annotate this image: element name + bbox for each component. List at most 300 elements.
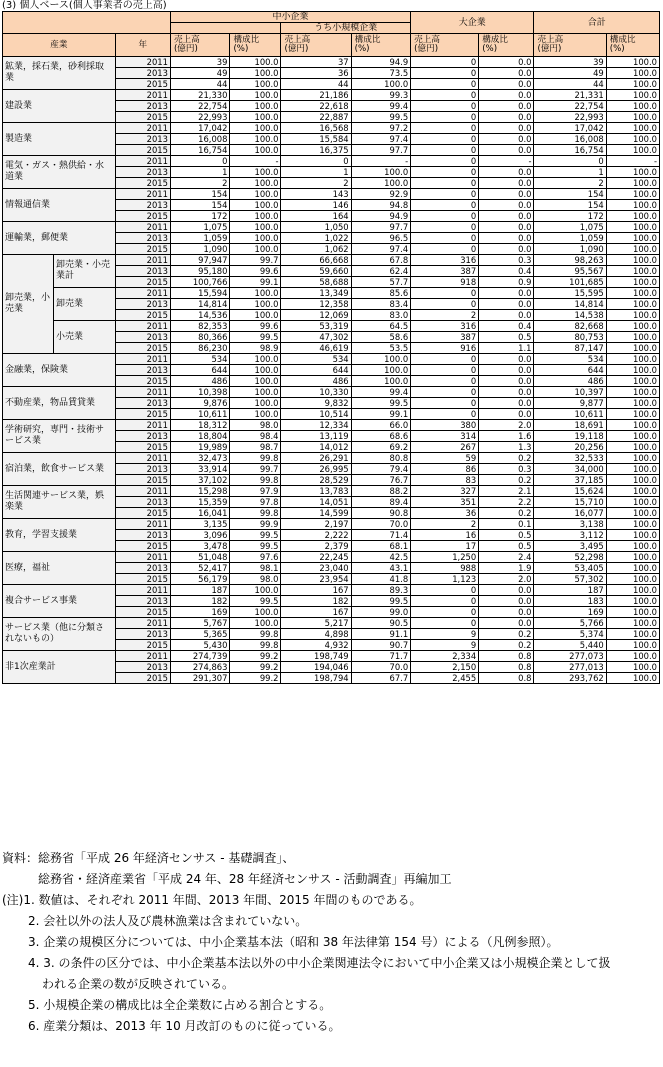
value-cell: 100.0	[606, 68, 659, 79]
year-cell: 2015	[115, 409, 170, 420]
year-cell: 2015	[115, 442, 170, 453]
value-cell: 90.7	[351, 640, 411, 651]
sub-industry-label: 卸売業	[54, 288, 116, 321]
value-cell: 0	[411, 123, 479, 134]
value-cell: 79.4	[351, 464, 411, 475]
value-cell: 1	[281, 167, 351, 178]
value-cell: 0	[411, 178, 479, 189]
value-cell: 21,330	[170, 90, 230, 101]
value-cell: 100.0	[606, 673, 659, 684]
value-cell: 154	[170, 200, 230, 211]
value-cell: 99.5	[351, 596, 411, 607]
header-year: 年	[115, 34, 170, 57]
value-cell: 0.0	[479, 101, 534, 112]
value-cell: 47,302	[281, 332, 351, 343]
value-cell: 0.2	[479, 508, 534, 519]
note-1: (注)1. 数値は、それぞれ 2011 年間、2013 年間、2015 年間のものである。	[2, 893, 422, 907]
value-cell: 62.4	[351, 266, 411, 277]
value-cell: 100.0	[606, 266, 659, 277]
value-cell: 89.3	[351, 585, 411, 596]
value-cell: 167	[281, 607, 351, 618]
industry-label: 教育，学習支援業	[3, 519, 116, 552]
value-cell: 0.0	[479, 79, 534, 90]
value-cell: 0.0	[479, 178, 534, 189]
value-cell: 0.8	[479, 662, 534, 673]
year-cell: 2013	[115, 299, 170, 310]
value-cell: 59	[411, 453, 479, 464]
value-cell: 0	[411, 156, 479, 167]
value-cell: 99.5	[230, 332, 281, 343]
value-cell: 100.0	[606, 343, 659, 354]
value-cell: 0.5	[479, 530, 534, 541]
year-cell: 2015	[115, 607, 170, 618]
year-cell: 2011	[115, 420, 170, 431]
value-cell: 5,440	[534, 640, 606, 651]
value-cell: 0	[411, 299, 479, 310]
year-cell: 2011	[115, 57, 170, 68]
value-cell: 0.0	[479, 145, 534, 156]
value-cell: 100.0	[230, 618, 281, 629]
value-cell: 5,374	[534, 629, 606, 640]
value-cell: 14,051	[281, 497, 351, 508]
value-cell: 2.0	[479, 420, 534, 431]
value-cell: 44	[170, 79, 230, 90]
value-cell: 387	[411, 266, 479, 277]
value-cell: 293,762	[534, 673, 606, 684]
year-cell: 2013	[115, 629, 170, 640]
value-cell: 14,536	[170, 310, 230, 321]
value-cell: 100.0	[230, 79, 281, 90]
value-cell: 100.0	[606, 530, 659, 541]
header-ratio: 構成比 (%)	[479, 34, 534, 57]
year-cell: 2013	[115, 68, 170, 79]
value-cell: 51,048	[170, 552, 230, 563]
value-cell: 0.0	[479, 134, 534, 145]
value-cell: 100.0	[606, 123, 659, 134]
value-cell: 3,096	[170, 530, 230, 541]
table-caption: (3) 個人ベース(個人事業者の売上高)	[2, 0, 167, 11]
value-cell: 100.0	[606, 596, 659, 607]
corner-cell	[3, 12, 171, 34]
value-cell: 76.7	[351, 475, 411, 486]
value-cell: 0.0	[479, 618, 534, 629]
value-cell: 100.0	[230, 299, 281, 310]
value-cell: 0	[411, 596, 479, 607]
value-cell: 100.0	[606, 354, 659, 365]
year-cell: 2011	[115, 354, 170, 365]
year-cell: 2011	[115, 387, 170, 398]
value-cell: 1,250	[411, 552, 479, 563]
value-cell: 20,256	[534, 442, 606, 453]
value-cell: 41.8	[351, 574, 411, 585]
value-cell: 534	[281, 354, 351, 365]
value-cell: 167	[281, 585, 351, 596]
year-cell: 2015	[115, 244, 170, 255]
value-cell: 57,302	[534, 574, 606, 585]
table-row	[3, 420, 660, 431]
value-cell: 57.7	[351, 277, 411, 288]
value-cell: 100.0	[606, 200, 659, 211]
value-cell: 80,366	[170, 332, 230, 343]
value-cell: 100.0	[606, 178, 659, 189]
value-cell: 100.0	[230, 398, 281, 409]
value-cell: 277,013	[534, 662, 606, 673]
value-cell: 100.0	[606, 618, 659, 629]
header-sme: 中小企業	[170, 12, 410, 23]
value-cell: 274,863	[170, 662, 230, 673]
value-cell: 37,102	[170, 475, 230, 486]
table-row	[3, 453, 660, 464]
value-cell: 351	[411, 497, 479, 508]
year-cell: 2013	[115, 266, 170, 277]
value-cell: 0.9	[479, 277, 534, 288]
value-cell: 99.5	[230, 541, 281, 552]
value-cell: 277,073	[534, 651, 606, 662]
value-cell: 99.5	[351, 112, 411, 123]
value-cell: 85.6	[351, 288, 411, 299]
value-cell: 100.0	[230, 354, 281, 365]
value-cell: 0	[411, 167, 479, 178]
value-cell: 316	[411, 321, 479, 332]
value-cell: 534	[534, 354, 606, 365]
industry-label: 建設業	[3, 90, 116, 123]
value-cell: 0	[411, 112, 479, 123]
value-cell: 52,298	[534, 552, 606, 563]
table-row	[3, 552, 660, 563]
value-cell: 15,359	[170, 497, 230, 508]
value-cell: 88.2	[351, 486, 411, 497]
value-cell: 22,993	[170, 112, 230, 123]
value-cell: 100.0	[230, 233, 281, 244]
table-row	[3, 288, 660, 299]
value-cell: 13,783	[281, 486, 351, 497]
year-cell: 2015	[115, 112, 170, 123]
value-cell: 0	[281, 156, 351, 167]
header-sales: 売上高 (億円)	[170, 34, 230, 57]
year-cell: 2011	[115, 156, 170, 167]
industry-label: サービス業（他に分類されないもの）	[3, 618, 116, 651]
value-cell: 99.6	[230, 266, 281, 277]
value-cell: 100.0	[606, 310, 659, 321]
value-cell: 0	[534, 156, 606, 167]
header-ratio: 構成比 (%)	[606, 34, 659, 57]
value-cell: 67.7	[351, 673, 411, 684]
year-cell: 2011	[115, 453, 170, 464]
value-cell: 16,008	[534, 134, 606, 145]
header-sales: 売上高 (億円)	[411, 34, 479, 57]
value-cell: 5,217	[281, 618, 351, 629]
value-cell: 3,112	[534, 530, 606, 541]
value-cell: 0	[411, 365, 479, 376]
value-cell: 32,533	[534, 453, 606, 464]
value-cell: 0.0	[479, 354, 534, 365]
value-cell: 2.1	[479, 486, 534, 497]
value-cell: 169	[534, 607, 606, 618]
value-cell: 3,478	[170, 541, 230, 552]
value-cell: 486	[281, 376, 351, 387]
value-cell: 12,069	[281, 310, 351, 321]
value-cell: 0.0	[479, 398, 534, 409]
value-cell: 22,245	[281, 552, 351, 563]
value-cell: 100.0	[230, 288, 281, 299]
table-row	[3, 90, 660, 101]
value-cell: 16,375	[281, 145, 351, 156]
value-cell: 0.0	[479, 409, 534, 420]
value-cell: 0.5	[479, 541, 534, 552]
value-cell: 99.8	[230, 508, 281, 519]
value-cell: 9,832	[281, 398, 351, 409]
table-row	[3, 651, 660, 662]
value-cell: 21,186	[281, 90, 351, 101]
value-cell: 17,042	[534, 123, 606, 134]
value-cell: 10,611	[170, 409, 230, 420]
year-cell: 2013	[115, 233, 170, 244]
year-cell: 2015	[115, 376, 170, 387]
header-sme-blank	[170, 23, 281, 34]
year-cell: 2013	[115, 101, 170, 112]
value-cell: 2.0	[479, 574, 534, 585]
value-cell: 80.8	[351, 453, 411, 464]
value-cell: 99.7	[230, 464, 281, 475]
value-cell: 10,611	[534, 409, 606, 420]
value-cell: 100.0	[606, 222, 659, 233]
industry-label: 生活関連サービス業，娯楽業	[3, 486, 116, 519]
value-cell: 39	[534, 57, 606, 68]
value-cell: 15,298	[170, 486, 230, 497]
value-cell: 1.9	[479, 563, 534, 574]
value-cell: 39	[170, 57, 230, 68]
value-cell: 100.0	[230, 211, 281, 222]
value-cell: 100.0	[351, 167, 411, 178]
value-cell: 0.0	[479, 310, 534, 321]
value-cell: 100.0	[606, 398, 659, 409]
value-cell: 1,059	[534, 233, 606, 244]
year-cell: 2013	[115, 332, 170, 343]
value-cell: 4,898	[281, 629, 351, 640]
value-cell: 94.9	[351, 57, 411, 68]
value-cell: 15,710	[534, 497, 606, 508]
value-cell: 100.0	[230, 376, 281, 387]
table-row	[3, 156, 660, 167]
value-cell: 0	[411, 585, 479, 596]
value-cell: 99.2	[230, 673, 281, 684]
value-cell: 97.6	[230, 552, 281, 563]
value-cell: 22,754	[170, 101, 230, 112]
header-ratio: 構成比 (%)	[230, 34, 281, 57]
value-cell: 1,062	[281, 244, 351, 255]
value-cell: 67.8	[351, 255, 411, 266]
value-cell: 100.0	[230, 607, 281, 618]
value-cell: 100.0	[606, 541, 659, 552]
value-cell: 0.0	[479, 189, 534, 200]
value-cell: 0	[411, 200, 479, 211]
value-cell: 10,330	[281, 387, 351, 398]
value-cell: 5,766	[534, 618, 606, 629]
table-row	[3, 585, 660, 596]
value-cell: 0.8	[479, 673, 534, 684]
value-cell: 100.0	[606, 244, 659, 255]
value-cell: 66.0	[351, 420, 411, 431]
industry-label: 宿泊業，飲食サービス業	[3, 453, 116, 486]
value-cell: 99.3	[351, 90, 411, 101]
header-large: 大企業	[411, 12, 534, 34]
value-cell: 100.0	[606, 662, 659, 673]
value-cell: 2,222	[281, 530, 351, 541]
value-cell: 80,753	[534, 332, 606, 343]
year-cell: 2015	[115, 640, 170, 651]
value-cell: 44	[281, 79, 351, 90]
value-cell: 86	[411, 464, 479, 475]
value-cell: 83	[411, 475, 479, 486]
year-cell: 2011	[115, 486, 170, 497]
value-cell: 43.1	[351, 563, 411, 574]
year-cell: 2013	[115, 134, 170, 145]
value-cell: 2	[411, 310, 479, 321]
value-cell: 12,358	[281, 299, 351, 310]
value-cell: 1,059	[170, 233, 230, 244]
value-cell: 98.7	[230, 442, 281, 453]
value-cell: 100.0	[606, 365, 659, 376]
value-cell: 99.1	[230, 277, 281, 288]
value-cell: 53.5	[351, 343, 411, 354]
value-cell: 44	[534, 79, 606, 90]
year-cell: 2015	[115, 343, 170, 354]
value-cell: 99.8	[230, 640, 281, 651]
value-cell: 644	[534, 365, 606, 376]
value-cell: 100.0	[230, 134, 281, 145]
value-cell: 2,455	[411, 673, 479, 684]
value-cell: 28,529	[281, 475, 351, 486]
value-cell: 94.8	[351, 200, 411, 211]
value-cell: 100.0	[606, 376, 659, 387]
value-cell: 0.3	[479, 255, 534, 266]
value-cell: 100.0	[606, 332, 659, 343]
value-cell: 172	[534, 211, 606, 222]
value-cell: 71.4	[351, 530, 411, 541]
value-cell: 26,291	[281, 453, 351, 464]
sub-industry-label: 卸売業・小売業計	[54, 255, 116, 288]
year-cell: 2015	[115, 211, 170, 222]
value-cell: 100.0	[606, 453, 659, 464]
value-cell: 0.0	[479, 299, 534, 310]
value-cell: 16,754	[170, 145, 230, 156]
value-cell: 68.6	[351, 431, 411, 442]
value-cell: 92.9	[351, 189, 411, 200]
value-cell: 644	[170, 365, 230, 376]
value-cell: 33,914	[170, 464, 230, 475]
value-cell: 10,398	[170, 387, 230, 398]
value-cell: 0.1	[479, 519, 534, 530]
value-cell: 9	[411, 629, 479, 640]
value-cell: 90.8	[351, 508, 411, 519]
value-cell: 15,624	[534, 486, 606, 497]
table-row	[3, 123, 660, 134]
value-cell: 0.0	[479, 211, 534, 222]
value-cell: 0	[411, 90, 479, 101]
value-cell: -	[351, 156, 411, 167]
year-cell: 2011	[115, 288, 170, 299]
value-cell: 98,263	[534, 255, 606, 266]
sub-industry-label: 小売業	[54, 321, 116, 354]
value-cell: 2	[170, 178, 230, 189]
value-cell: 100.0	[606, 431, 659, 442]
value-cell: 5,365	[170, 629, 230, 640]
value-cell: 34,000	[534, 464, 606, 475]
value-cell: 154	[534, 189, 606, 200]
table-row	[3, 255, 660, 266]
value-cell: 0.0	[479, 607, 534, 618]
value-cell: 100.0	[351, 354, 411, 365]
value-cell: 0.5	[479, 332, 534, 343]
value-cell: 101,685	[534, 277, 606, 288]
value-cell: 274,739	[170, 651, 230, 662]
value-cell: 97.4	[351, 134, 411, 145]
industry-label: 製造業	[3, 123, 116, 156]
value-cell: 16	[411, 530, 479, 541]
value-cell: 100.0	[606, 321, 659, 332]
value-cell: 82,668	[534, 321, 606, 332]
value-cell: 52,417	[170, 563, 230, 574]
value-cell: 100.0	[606, 112, 659, 123]
year-cell: 2011	[115, 618, 170, 629]
value-cell: 291,307	[170, 673, 230, 684]
year-cell: 2013	[115, 596, 170, 607]
value-cell: -	[230, 156, 281, 167]
value-cell: 100.0	[606, 277, 659, 288]
value-cell: 14,599	[281, 508, 351, 519]
value-cell: 86,230	[170, 343, 230, 354]
value-cell: 0	[411, 222, 479, 233]
value-cell: 18,804	[170, 431, 230, 442]
value-cell: 183	[534, 596, 606, 607]
year-cell: 2013	[115, 662, 170, 673]
value-cell: 3,138	[534, 519, 606, 530]
value-cell: 100.0	[606, 255, 659, 266]
table-row	[3, 519, 660, 530]
value-cell: 22,754	[534, 101, 606, 112]
notes-section	[0, 848, 663, 1037]
value-cell: 98.1	[230, 563, 281, 574]
value-cell: 0.8	[479, 651, 534, 662]
year-cell: 2011	[115, 90, 170, 101]
value-cell: 316	[411, 255, 479, 266]
value-cell: 314	[411, 431, 479, 442]
table-row	[3, 57, 660, 68]
value-cell: 100.0	[351, 178, 411, 189]
value-cell: 59,660	[281, 266, 351, 277]
value-cell: 0.2	[479, 475, 534, 486]
value-cell: 387	[411, 332, 479, 343]
value-cell: 3,495	[534, 541, 606, 552]
value-cell: 198,749	[281, 651, 351, 662]
value-cell: 1,050	[281, 222, 351, 233]
value-cell: 0.2	[479, 629, 534, 640]
value-cell: 988	[411, 563, 479, 574]
header-industry: 産業	[3, 34, 116, 57]
value-cell: 154	[170, 189, 230, 200]
value-cell: 9,877	[534, 398, 606, 409]
value-cell: 1.6	[479, 431, 534, 442]
year-cell: 2015	[115, 178, 170, 189]
value-cell: 2,150	[411, 662, 479, 673]
value-cell: 42.5	[351, 552, 411, 563]
value-cell: 100.0	[606, 585, 659, 596]
value-cell: 56,179	[170, 574, 230, 585]
header-small: うち小規模企業	[281, 23, 411, 34]
value-cell: 37,185	[534, 475, 606, 486]
value-cell: 0.0	[479, 112, 534, 123]
value-cell: 100.0	[230, 387, 281, 398]
